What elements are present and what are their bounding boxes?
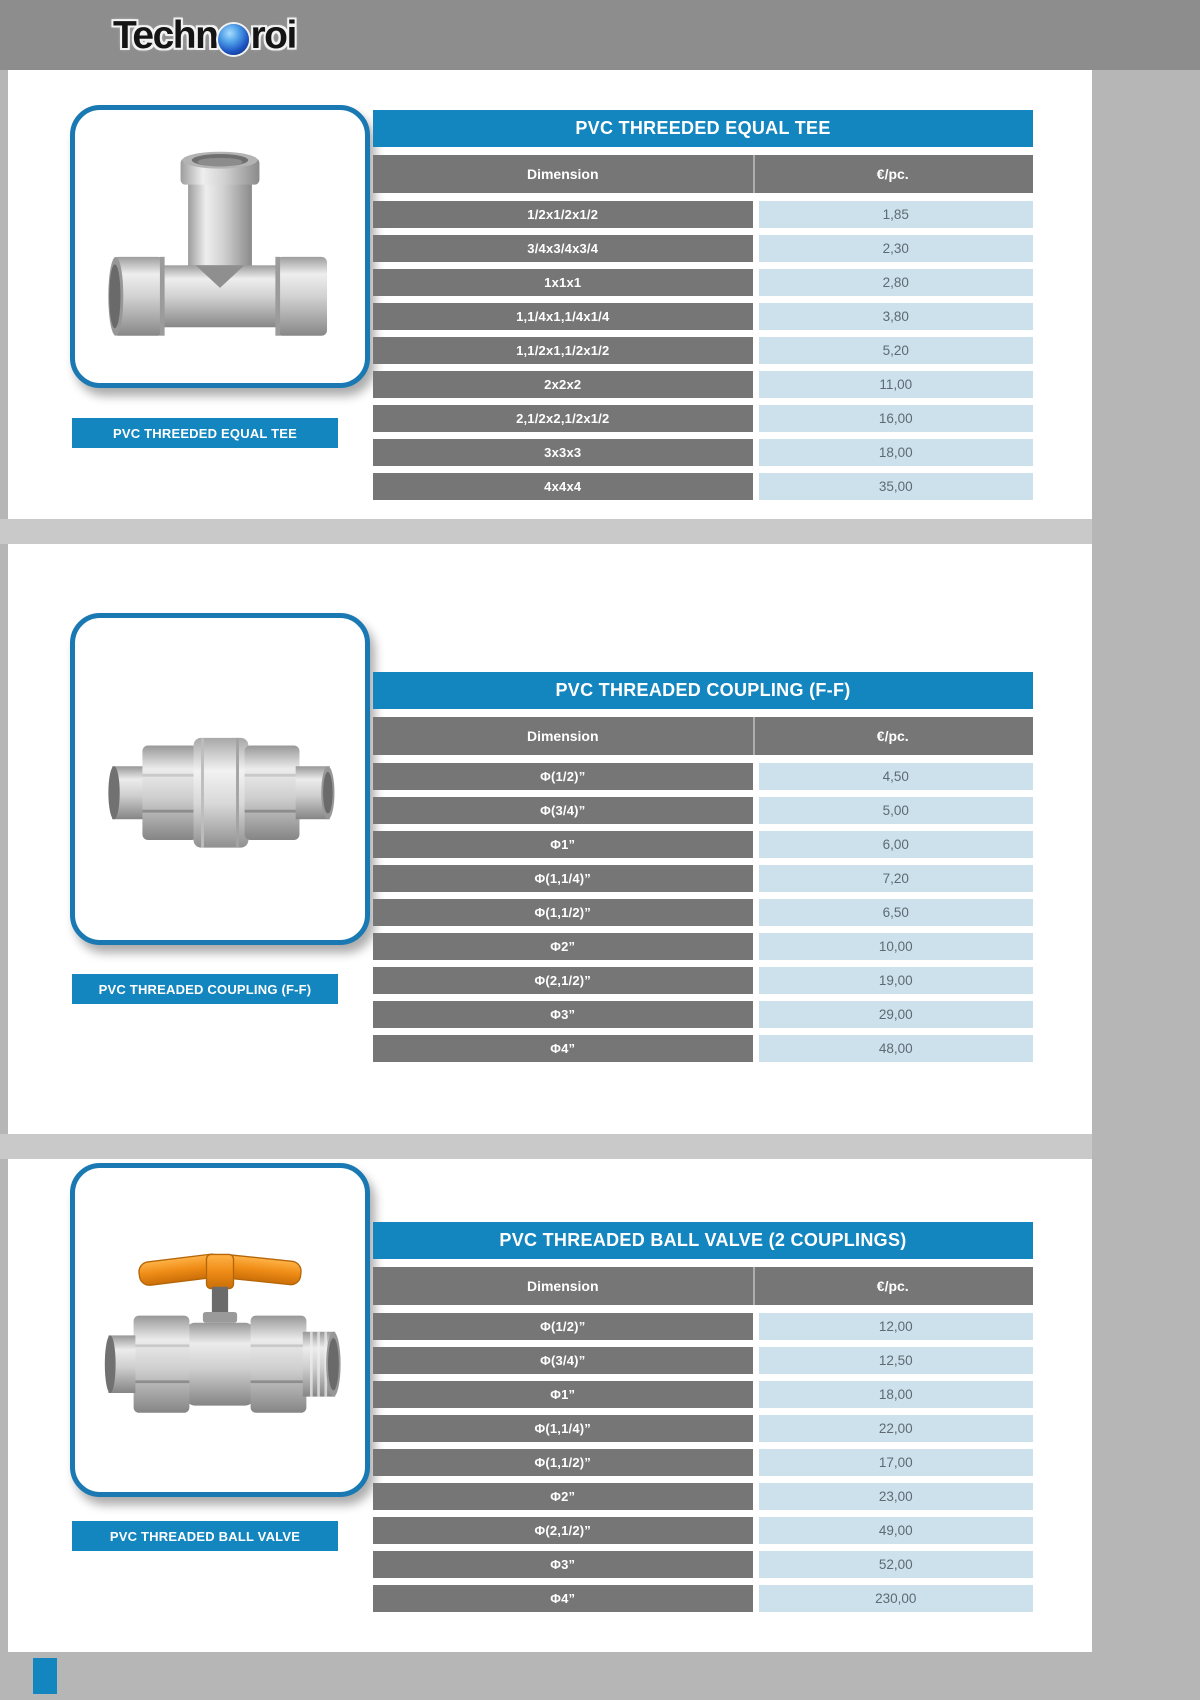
table-row [373, 967, 1033, 994]
price-cell: 12,00 [759, 1313, 1034, 1340]
dimension-cell: Φ3” [373, 1551, 753, 1578]
price-cell: 4,50 [759, 763, 1034, 790]
table-row [373, 337, 1033, 364]
brand-logo [113, 12, 296, 60]
dimension-cell: Φ(1,1/4)” [373, 865, 753, 892]
table-row [373, 269, 1033, 296]
dimension-cell: 4x4x4 [373, 473, 753, 500]
price-table-equal-tee [373, 110, 1033, 507]
dimension-cell: 1,1/2x1,1/2x1/2 [373, 337, 753, 364]
brand-logo-text-prefix: Techn [113, 14, 218, 57]
table-row [373, 899, 1033, 926]
table-row [373, 831, 1033, 858]
table-title: PVC THREEDED EQUAL TEE [373, 110, 1033, 147]
table-row [373, 1585, 1033, 1612]
price-cell: 1,85 [759, 201, 1034, 228]
price-cell: 7,20 [759, 865, 1034, 892]
price-table-coupling [373, 672, 1033, 1069]
dimension-cell: Φ(1/2)” [373, 763, 753, 790]
price-cell: 5,20 [759, 337, 1034, 364]
dimension-cell: Φ3” [373, 1001, 753, 1028]
price-cell: 2,30 [759, 235, 1034, 262]
price-cell: 11,00 [759, 371, 1034, 398]
ball-valve-illustration [94, 1211, 346, 1449]
dimension-cell: Φ(3/4)” [373, 1347, 753, 1374]
dimension-cell: 1/2x1/2x1/2 [373, 201, 753, 228]
price-cell: 18,00 [759, 1381, 1034, 1408]
price-cell: 6,00 [759, 831, 1034, 858]
dimension-cell: Φ(1,1/2)” [373, 1449, 753, 1476]
product-image-coupling [70, 613, 370, 945]
price-cell: 17,00 [759, 1449, 1034, 1476]
tee-fitting-illustration [97, 132, 343, 362]
product-image-ball-valve [70, 1163, 370, 1497]
table-row [373, 1415, 1033, 1442]
price-cell: 48,00 [759, 1035, 1034, 1062]
price-cell: 52,00 [759, 1551, 1034, 1578]
price-cell: 5,00 [759, 797, 1034, 824]
column-header-price: €/pc. [876, 728, 909, 744]
column-header-dimension: Dimension [526, 728, 599, 744]
coupling-fitting-illustration [97, 662, 343, 897]
dimension-cell: Φ2” [373, 933, 753, 960]
price-cell: 29,00 [759, 1001, 1034, 1028]
price-cell: 18,00 [759, 439, 1034, 466]
table-row [373, 1381, 1033, 1408]
price-table-ball-valve [373, 1222, 1033, 1619]
product-caption-coupling: PVC THREADED COUPLING (F-F) [72, 974, 338, 1004]
price-cell: 16,00 [759, 405, 1034, 432]
table-row [373, 371, 1033, 398]
dimension-cell: Φ(2,1/2)” [373, 1517, 753, 1544]
price-cell: 19,00 [759, 967, 1034, 994]
product-caption-equal-tee: PVC THREEDED EQUAL TEE [72, 418, 338, 448]
price-cell: 6,50 [759, 899, 1034, 926]
table-row [373, 1035, 1033, 1062]
dimension-cell: Φ4” [373, 1035, 753, 1062]
section-separator [0, 519, 1092, 544]
table-header [373, 717, 1033, 755]
table-row [373, 797, 1033, 824]
column-header-price: €/pc. [876, 1278, 909, 1294]
table-header [373, 155, 1033, 193]
table-row [373, 1449, 1033, 1476]
table-row [373, 201, 1033, 228]
dimension-cell: 1,1/4x1,1/4x1/4 [373, 303, 753, 330]
table-row [373, 439, 1033, 466]
column-header-price: €/pc. [876, 166, 909, 182]
dimension-cell: Φ(1/2)” [373, 1313, 753, 1340]
column-header-dimension: Dimension [526, 1278, 599, 1294]
dimension-cell: 3x3x3 [373, 439, 753, 466]
price-cell: 49,00 [759, 1517, 1034, 1544]
dimension-cell: Φ(1,1/2)” [373, 899, 753, 926]
globe-icon [218, 24, 249, 55]
table-row [373, 235, 1033, 262]
table-row [373, 933, 1033, 960]
product-caption-ball-valve: PVC THREADED BALL VALVE [72, 1521, 338, 1551]
dimension-cell: 2,1/2x2,1/2x1/2 [373, 405, 753, 432]
page-corner-mark [33, 1658, 57, 1694]
price-cell: 10,00 [759, 933, 1034, 960]
table-body [373, 1313, 1033, 1612]
dimension-cell: Φ(3/4)” [373, 797, 753, 824]
dimension-cell: Φ1” [373, 831, 753, 858]
dimension-cell: 3/4x3/4x3/4 [373, 235, 753, 262]
price-cell: 35,00 [759, 473, 1034, 500]
table-row [373, 1483, 1033, 1510]
table-row [373, 303, 1033, 330]
dimension-cell: Φ4” [373, 1585, 753, 1612]
dimension-cell: 2x2x2 [373, 371, 753, 398]
table-header [373, 1267, 1033, 1305]
price-cell: 230,00 [759, 1585, 1034, 1612]
column-header-dimension: Dimension [526, 166, 599, 182]
table-row [373, 405, 1033, 432]
table-row [373, 865, 1033, 892]
table-body [373, 763, 1033, 1062]
price-cell: 3,80 [759, 303, 1034, 330]
dimension-cell: Φ(1,1/4)” [373, 1415, 753, 1442]
price-cell: 22,00 [759, 1415, 1034, 1442]
section-separator [0, 1134, 1092, 1159]
brand-logo-text-suffix: roi [250, 14, 296, 57]
header-band [0, 0, 1200, 70]
price-cell: 23,00 [759, 1483, 1034, 1510]
dimension-cell: Φ2” [373, 1483, 753, 1510]
table-row [373, 1313, 1033, 1340]
table-title: PVC THREADED BALL VALVE (2 COUPLINGS) [373, 1222, 1033, 1259]
table-row [373, 1347, 1033, 1374]
dimension-cell: Φ(2,1/2)” [373, 967, 753, 994]
table-row [373, 473, 1033, 500]
table-body [373, 201, 1033, 500]
product-image-equal-tee [70, 105, 370, 388]
table-row [373, 1001, 1033, 1028]
dimension-cell: Φ1” [373, 1381, 753, 1408]
table-row [373, 1517, 1033, 1544]
table-title: PVC THREADED COUPLING (F-F) [373, 672, 1033, 709]
price-cell: 2,80 [759, 269, 1034, 296]
table-row [373, 1551, 1033, 1578]
table-row [373, 763, 1033, 790]
price-cell: 12,50 [759, 1347, 1034, 1374]
dimension-cell: 1x1x1 [373, 269, 753, 296]
